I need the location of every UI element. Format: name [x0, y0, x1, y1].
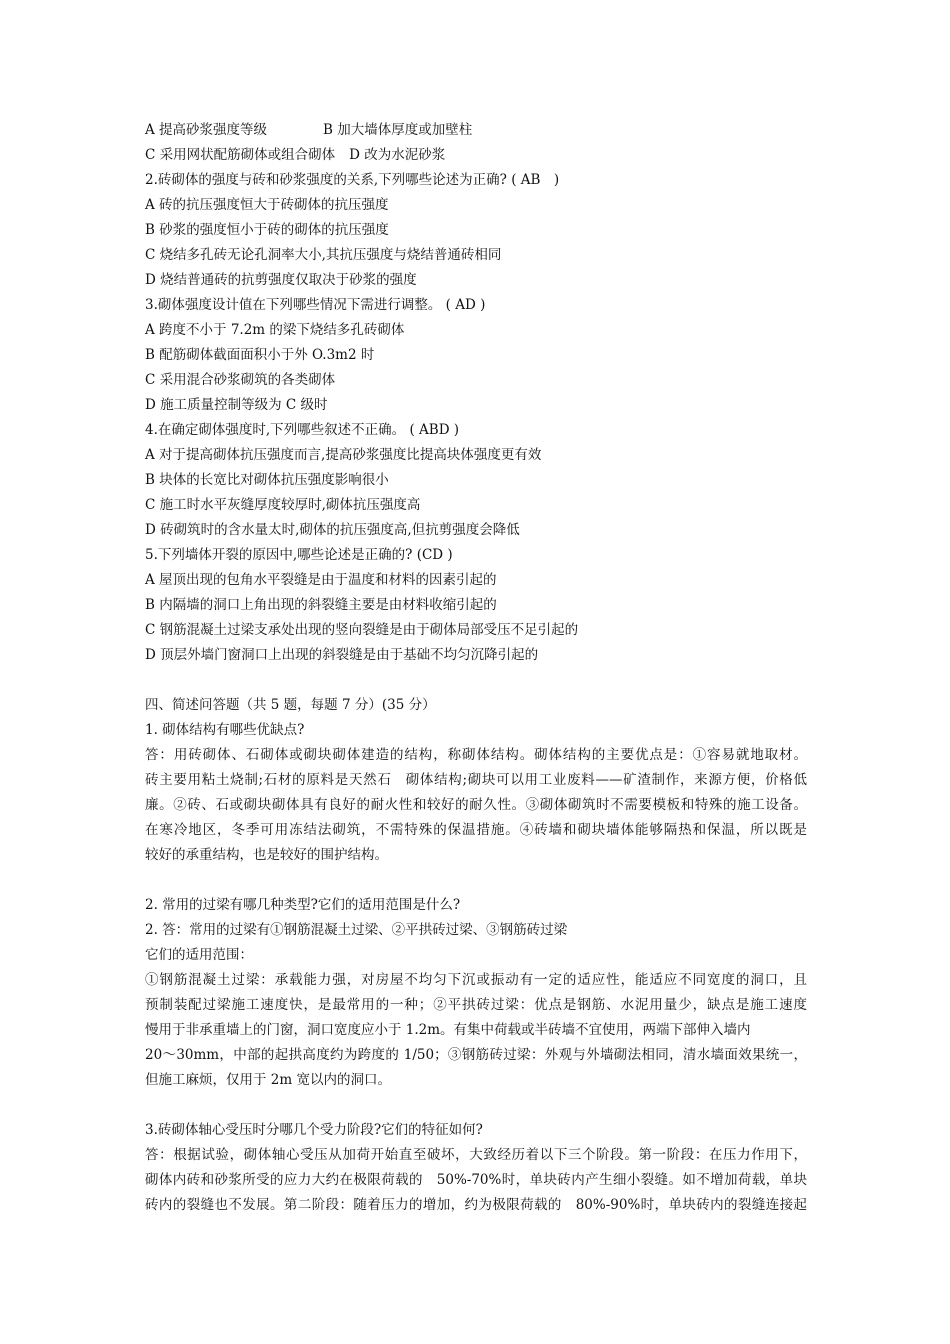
essay-q3-answer-line: 答：根据试验，砌体轴心受压从加荷开始直至破坏，大致经历着以下三个阶段。第一阶段：在压力作用下，	[145, 1147, 807, 1163]
q2-option-a: A 砖的抗压强度恒大于砖砌体的抗压强度	[145, 197, 389, 213]
essay-q1-question: 1. 砌体结构有哪些优缺点?	[145, 722, 305, 738]
q5-option-c: C 钢筋混凝土过梁支承处出现的竖向裂缝是由于砌体局部受压不足引起的	[145, 622, 579, 638]
essay-q2-answer-line: 预制装配过梁施工速度快，是最常用的一种；②平拱砖过梁：优点是钢筋、水泥用量少，缺点是施工速度	[145, 997, 807, 1013]
q2-option-b: B 砂浆的强度恒小于砖的砌体的抗压强度	[145, 222, 389, 238]
essay-section-heading: 四、简述问答题（共 5 题，每题 7 分）(35 分）	[145, 697, 436, 713]
essay-q1-answer-line: 砖主要用粘土烧制;石材的原料是天然石 砌体结构;砌块可以用工业废料——矿渣制作，来源方便，价格低	[145, 772, 807, 788]
q4-option-c: C 施工时水平灰缝厚度较厚时,砌体抗压强度高	[145, 497, 421, 513]
q3-option-d: D 施工质量控制等级为 C 级时	[145, 397, 328, 413]
essay-q1-answer-line: 较好的承重结构，也是较好的围护结构。	[145, 847, 388, 863]
essay-q3-question: 3.砖砌体轴心受压时分哪几个受力阶段?它们的特征如何?	[145, 1122, 483, 1138]
essay-q2-answer-line: ①钢筋混凝土过梁：承载能力强，对房屋不均匀下沉或振动有一定的适应性，能适应不同宽度的洞口，且	[145, 972, 807, 988]
q4-option-b: B 块体的长宽比对砌体抗压强度影响很小	[145, 472, 389, 488]
q3-option-b: B 配筋砌体截面面积小于外 O.3m2 时	[145, 347, 375, 363]
q1-option-c: C 采用网状配筋砌体或组合砌体	[145, 147, 336, 163]
essay-q2-scope-label: 它们的适用范围：	[145, 947, 253, 963]
q1-option-b: B 加大墙体厚度或加壁柱	[323, 122, 473, 138]
q3-stem: 3.砌体强度设计值在下列哪些情况下需进行调整。 ( AD )	[145, 297, 486, 313]
q4-option-d: D 砖砌筑时的含水量太时,砌体的抗压强度高,但抗剪强度会降低	[145, 522, 520, 538]
essay-q3-answer-line: 砖内的裂缝也不发展。第二阶段：随着压力的增加，约为极限荷载的 80%-90%时，单块砖内的裂缝连接起	[145, 1197, 807, 1213]
essay-q2-answer-line: 但施工麻烦，仅用于 2m 宽以内的洞口。	[145, 1072, 391, 1088]
q5-option-d: D 顶层外墙门窗洞口上出现的斜裂缝是由于基础不均匀沉降引起的	[145, 647, 539, 663]
q2-stem: 2.砖砌体的强度与砖和砂浆强度的关系,下列哪些论述为正确? ( AB )	[145, 172, 560, 188]
q4-option-a: A 对于提高砌体抗压强度而言,提高砂浆强度比提高块体强度更有效	[145, 447, 542, 463]
essay-q2-answer-line: 20～30mm，中部的起拱高度约为跨度的 1/50；③钢筋砖过梁：外观与外墙砌法相同，清水墙面效果统一，	[145, 1047, 807, 1063]
q5-stem: 5.下列墙体开裂的原因中,哪些论述是正确的? (CD )	[145, 547, 453, 563]
q2-option-c: C 烧结多孔砖无论孔洞率大小,其抗压强度与烧结普通砖相同	[145, 247, 502, 263]
q3-option-c: C 采用混合砂浆砌筑的各类砌体	[145, 372, 336, 388]
essay-q2-answer-intro: 2. 答：常用的过梁有①钢筋混凝土过梁、②平拱砖过梁、③钢筋砖过梁	[145, 922, 568, 938]
q1-options-row-1	[145, 121, 472, 139]
q5-option-b: B 内隔墙的洞口上角出现的斜裂缝主要是由材料收缩引起的	[145, 597, 497, 613]
essay-q3-answer-line: 砌体内砖和砂浆所受的应力大约在极限荷载的 50%-70%时，单块砖内产生细小裂缝。如不增加荷载，单块	[145, 1172, 807, 1188]
essay-q2-answer-line: 慢用于非承重墙上的门窗，洞口宽度应小于 1.2m。有集中荷载或半砖墙不宜使用，两端下部伸入墙内	[145, 1022, 751, 1038]
q1-option-a: A 提高砂浆强度等级	[145, 122, 268, 138]
q5-option-a: A 屋顶出现的包角水平裂缝是由于温度和材料的因素引起的	[145, 572, 497, 588]
essay-q2-question: 2. 常用的过梁有哪几种类型?它们的适用范围是什么?	[145, 897, 461, 913]
q1-option-d: D 改为水泥砂浆	[349, 147, 446, 163]
q3-option-a: A 跨度不小于 7.2m 的梁下烧结多孔砖砌体	[145, 322, 405, 338]
essay-q1-answer-line: 廉。②砖、石或砌块砌体具有良好的耐火性和较好的耐久性。③砌体砌筑时不需要模板和特殊的施工设备。	[145, 797, 807, 813]
essay-q1-answer-line: 答：用砖砌体、石砌体或砌块砌体建造的结构，称砌体结构。砌体结构的主要优点是：①容易就地取材。	[145, 747, 807, 763]
essay-q1-answer-line: 在寒冷地区，冬季可用冻结法砌筑，不需特殊的保温措施。④砖墙和砌块墙体能够隔热和保温，所以既是	[145, 822, 807, 838]
q1-options-row-2	[145, 146, 445, 164]
q4-stem: 4.在确定砌体强度时,下列哪些叙述不正确。 ( ABD )	[145, 422, 460, 438]
q2-option-d: D 烧结普通砖的抗剪强度仅取决于砂浆的强度	[145, 272, 417, 288]
